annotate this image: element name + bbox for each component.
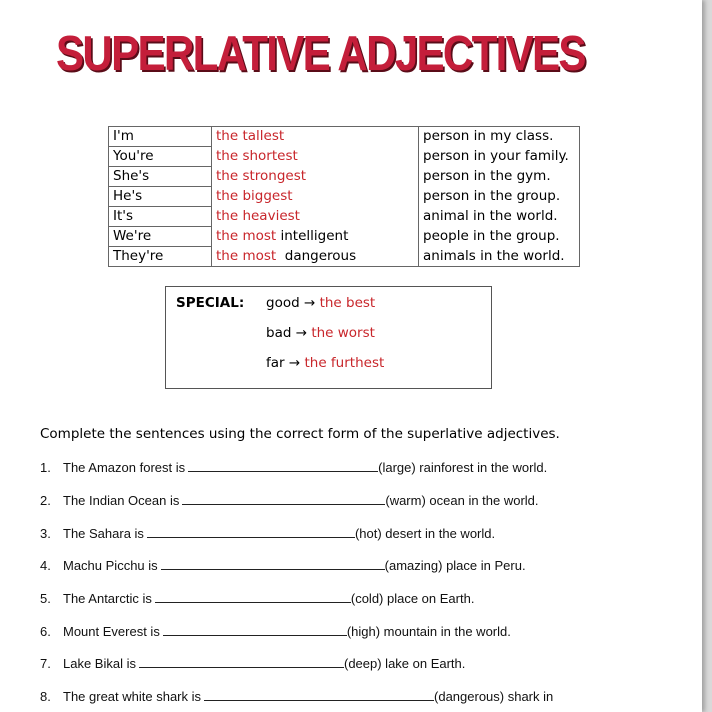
table-row [109, 247, 580, 267]
subject-cell: She's [109, 167, 212, 187]
superlative-cell: the heaviest [212, 207, 419, 227]
instructions: Complete the sentences using the correct form of the superlative adjectives. [40, 426, 560, 442]
special-row: bad → the worst [266, 325, 375, 341]
subject-cell: He's [109, 187, 212, 207]
table-row [109, 207, 580, 227]
subject-cell: It's [109, 207, 212, 227]
noun-cell: person in the gym. [419, 167, 580, 187]
answer-blank[interactable] [161, 557, 385, 570]
superlative-cell: the most dangerous [212, 247, 419, 267]
noun-cell: animals in the world. [419, 247, 580, 267]
answer-blank[interactable] [147, 525, 355, 538]
table-row [109, 147, 580, 167]
superlative-cell: the strongest [212, 167, 419, 187]
answer-blank[interactable] [188, 459, 378, 472]
subject-cell: We're [109, 227, 212, 247]
question-2: 2. The Indian Ocean is (warm) ocean in the world. [40, 493, 539, 508]
question-5: 5. The Antarctic is (cold) place on Earth. [40, 591, 475, 606]
question-1: 1. The Amazon forest is (large) rainforest in the world. [40, 460, 548, 475]
superlative-cell: the shortest [212, 147, 419, 167]
subject-cell: I'm [109, 127, 212, 147]
noun-cell: animal in the world. [419, 207, 580, 227]
superlative-cell: the tallest [212, 127, 419, 147]
noun-cell: people in the group. [419, 227, 580, 247]
noun-cell: person in my class. [419, 127, 580, 147]
question-6: 6. Mount Everest is (high) mountain in the world. [40, 624, 511, 639]
superlative-table [108, 126, 580, 267]
superlative-cell: the most intelligent [212, 227, 419, 247]
noun-cell: person in your family. [419, 147, 580, 167]
answer-blank[interactable] [155, 590, 351, 603]
special-row: good → the best [266, 295, 376, 311]
table-row [109, 127, 580, 147]
answer-blank[interactable] [139, 655, 344, 668]
answer-blank[interactable] [204, 688, 434, 701]
question-7: 7. Lake Bikal is (deep) lake on Earth. [40, 656, 466, 671]
subject-cell: You're [109, 147, 212, 167]
table-row [109, 227, 580, 247]
table-row [109, 187, 580, 207]
special-label: SPECIAL: [176, 295, 245, 311]
question-3: 3. The Sahara is (hot) desert in the world. [40, 526, 496, 541]
answer-blank[interactable] [163, 623, 347, 636]
superlative-cell: the biggest [212, 187, 419, 207]
table-row [109, 167, 580, 187]
question-8: 8. The great white shark is (dangerous) shark in [40, 689, 554, 704]
noun-cell: person in the group. [419, 187, 580, 207]
answer-blank[interactable] [182, 492, 385, 505]
special-row: far → the furthest [266, 355, 385, 371]
question-4: 4. Machu Picchu is (amazing) place in Peru. [40, 558, 526, 573]
page-title: SUPERLATIVE ADJECTIVES [56, 27, 585, 81]
special-box [165, 286, 492, 389]
subject-cell: They're [109, 247, 212, 267]
